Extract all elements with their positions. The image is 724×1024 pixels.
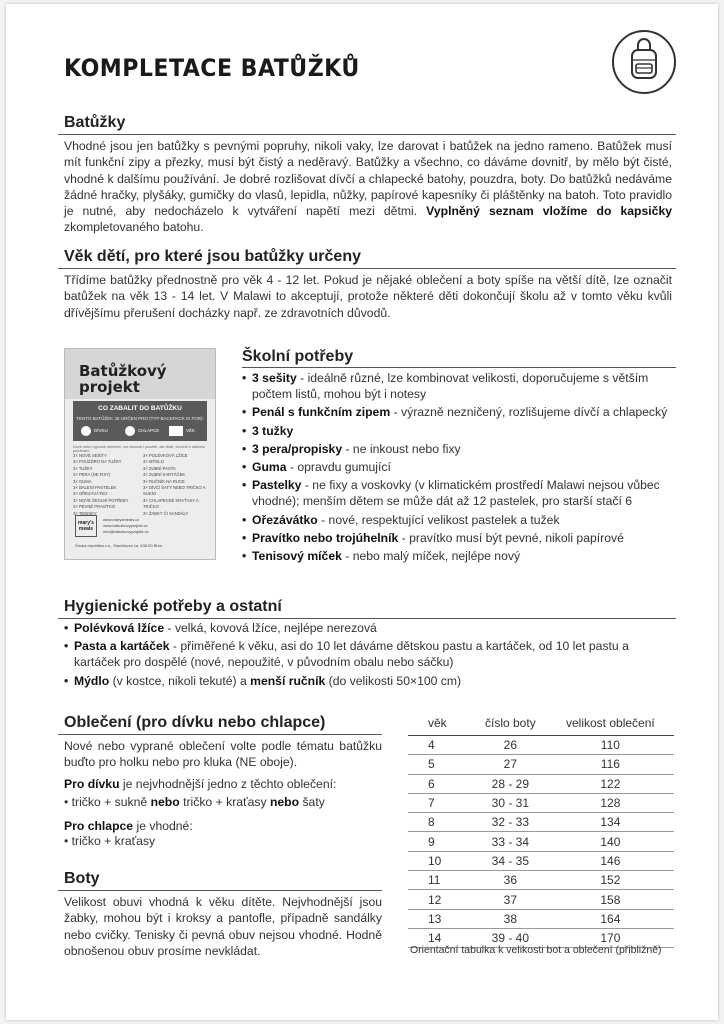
batuzky-paragraph: Vhodné jsou jen batůžky s pevnými popruhy, nikoli vaky, lze darovat i batůžek na jedno rameno. Batůžek musí mít funkční zipy a přezky, musí být čistý a neděravý. Batůžky a všechno, co dáváme dovnitř, by mělo být čisté, vhodné k dalšímu používání. Je dobré rozlišovat dívčí a chlapecké batohy, pouzdra, boty. Do batůžků nedáváme žádné hračky, plyšáky, gumičky do vlasů, lepidla, nůžky, papírové kapesníky či pláštěnky na batoh. Toto pravidlo je nutné, aby nedocházelo k vytváření napětí mezi dětmi. Vyplněný seznam vložíme do kapsičky zkompletovaného batohu. xyxy=(64,139,673,235)
section-title-hygiena: Hygienické potřeby a ostatní xyxy=(64,598,282,615)
list-item: • Polévková lžíce - velká, kovová lžíce, nejlépe nerezová xyxy=(64,620,672,636)
table-row: 13 38 164 xyxy=(408,909,674,928)
page-title: KOMPLETACE BATŮŽKŮ xyxy=(64,54,360,82)
flyer-note: Nové nebo vyprané oblečení, lze darovat i použité, ale čisté, vhodné k dalšímu používání. xyxy=(73,445,206,453)
table-row: 14 39 - 40 170 xyxy=(408,928,674,947)
section-title-batuzky: Batůžky xyxy=(64,114,126,131)
list-item: • Ořezávátko - nové, respektující velikost pastelek a tužek xyxy=(242,512,672,528)
list-item: • Pravítko nebo trojúhelník - pravítko musí být pevné, nikoli papírové xyxy=(242,530,672,546)
section-title-obleceni: Oblečení (pro dívku nebo chlapce) xyxy=(64,714,326,731)
table-row: 6 28 - 29 122 xyxy=(408,774,674,793)
section-divider xyxy=(58,268,676,269)
skolni-list xyxy=(242,370,672,566)
vek-paragraph: Třídíme batůžky přednostně pro věk 4 - 12 let. Pokud je nějaké oblečení a boty spíše na větší dítě, lze označit batůžek na věk 13 - 14 let. V Malawi to akceptují, protože některé děti dokončují školu až v tomto věku kvůli dřívějšímu přerušení docházky např. ze zdravotních důvodů. xyxy=(64,273,672,320)
list-item: • Tenisový míček - nebo malý míček, nejlépe nový xyxy=(242,548,672,564)
backpack-icon xyxy=(612,30,676,94)
flyer-option-dot xyxy=(81,426,91,436)
list-item: • 3 pera/propisky - ne inkoust nebo fixy xyxy=(242,441,672,457)
list-item: • 3 sešity - ideálně různé, lze kombinovat velikosti, doporučujeme s větším počtem listů, mohou být i notesy xyxy=(242,370,672,402)
boy-options: • tričko + kraťasy xyxy=(64,834,156,848)
section-title-vek: Věk dětí, pro které jsou batůžky určeny xyxy=(64,248,361,265)
obleceni-paragraph: Nové nebo vyprané oblečení volte podle tématu batůžku buďto pro holku nebo pro kluka (NE oboje). xyxy=(64,739,382,770)
section-divider xyxy=(58,890,382,891)
table-row: 8 32 - 33 134 xyxy=(408,813,674,832)
flyer-title: Batůžkový projekt xyxy=(79,362,167,396)
section-divider xyxy=(242,367,676,368)
list-item: • Pastelky - ne fixy a voskovky (v klimatickém prostředí Malawi nejsou vůbec vhodné); menším dětem se může dát až 12 pastelek, pro starší stačí 6 xyxy=(242,477,672,509)
list-item: • Penál s funkčním zipem - výrazně nezničený, rozlišujeme dívčí a chlapecký xyxy=(242,404,672,420)
flyer-band-title: CO ZABALIT DO BATŮŽKU xyxy=(98,405,182,412)
girl-line: Pro dívku je nejvhodnější jedno z těchto oblečení: xyxy=(64,777,337,791)
list-item: • Guma - opravdu gumující xyxy=(242,459,672,475)
girl-options: • tričko + sukně nebo tričko + kraťasy nebo šaty xyxy=(64,795,325,809)
table-caption: Orientační tabulka k velikosti bot a oblečení (přibližně) xyxy=(410,944,662,956)
boy-line: Pro chlapce je vhodné: xyxy=(64,819,193,833)
table-row: 11 36 152 xyxy=(408,871,674,890)
table-row: 10 34 - 35 146 xyxy=(408,851,674,870)
flyer-option-dot xyxy=(125,426,135,436)
table-row: 12 37 158 xyxy=(408,890,674,909)
list-item: • 3 tužky xyxy=(242,423,672,439)
section-title-boty: Boty xyxy=(64,870,100,887)
flyer-thumbnail: Batůžkový projekt CO ZABALIT DO BATŮŽKU TENTO BATŮŽEK JE URČEN PRO (TYP BACKPACK IS FOR): DÍVKU CHLAPCE VĚK Nové nebo vyprané oblečení, lze darovat i použité, ale čisté, vhodné k dalšímu používání. 3× NOVÉ SEŠITY 3× POUZDRO NA TUŽKY 3× TUŽKY 3× PERA (NE FIXY) 3× GUMA 3× BALENÍ PASTELEK 3× OŘEZÁVÁTKO 3× NOVÉ ŠKOLNÍ POTŘEBY 3× PEVNÉ PRAVÍTKO 3× TENISKY 3× POLÉVKOVÁ LŽÍCE 3× MÝDLO 3× ZUBNÍ PASTA 3× ZUBNÍ KARTÁČEK 3× RUČNÍK NA RUCE 3× DÍVČÍ ŠATY NEBO TRIČKO A SUKNI 3× CHLAPECKÉ KRAŤASY A TRIČKO 3× ŽABKY ČI SANDÁLY mary's meals www.marysmeals.cz www.batuzkovyprojekt.cz info@batuzkovyprojekt.cz Česká republika z.s., Slavíčkova 1a, 638 00 Brno xyxy=(64,348,216,560)
marys-meals-logo: mary's meals xyxy=(75,515,97,537)
table-row: 5 27 116 xyxy=(408,755,674,774)
hygiena-list xyxy=(64,620,672,691)
document-page xyxy=(6,4,718,1020)
section-divider xyxy=(58,618,676,619)
section-title-skolni: Školní potřeby xyxy=(242,348,354,365)
boty-paragraph: Velikost obuvi vhodná k věku dítěte. Nejvhodnější jsou žabky, mohou být i kroksy a pantofle, případně sandálky nebo cvičky. Tenisky či pevná obuv nejsou vhodné. Hodně obnošenou obuv prosíme nevkládat. xyxy=(64,895,382,958)
list-item: • Pasta a kartáček - přiměřené k věku, asi do 10 let dáváme dětskou pastu a kartáček, od 10 let pastu a kartáček pro dospělé (nové, nepoužité, v původním obalu nebo sáčku) xyxy=(64,638,672,670)
size-table xyxy=(408,712,674,948)
table-row: 7 30 - 31 128 xyxy=(408,793,674,812)
table-row: 4 26 110 xyxy=(408,736,674,755)
flyer-list-right: 3× POLÉVKOVÁ LŽÍCE 3× MÝDLO 3× ZUBNÍ PASTA 3× ZUBNÍ KARTÁČEK 3× RUČNÍK NA RUCE 3× DÍVČÍ ŠATY NEBO TRIČKO A SUKNI 3× CHLAPECKÉ KRAŤASY A TRIČKO 3× ŽABKY ČI SANDÁLY xyxy=(143,453,206,516)
flyer-option-box xyxy=(169,426,183,436)
section-divider xyxy=(58,734,382,735)
table-row: 9 33 - 34 140 xyxy=(408,832,674,851)
flyer-list-left: 3× NOVÉ SEŠITY 3× POUZDRO NA TUŽKY 3× TUŽKY 3× PERA (NE FIXY) 3× GUMA 3× BALENÍ PASTELEK 3× OŘEZÁVÁTKO 3× NOVÉ ŠKOLNÍ POTŘEBY 3× PEVNÉ PRAVÍTKO 3× TENISKY xyxy=(73,453,129,516)
section-divider xyxy=(58,134,676,135)
flyer-band-subtitle: TENTO BATŮŽEK JE URČEN PRO (TYP BACKPACK IS FOR): xyxy=(76,416,204,421)
table-header-row: věk číslo boty velikost oblečení xyxy=(408,712,674,736)
list-item: • Mýdlo (v kostce, nikoli tekuté) a menší ručník (do velikosti 50×100 cm) xyxy=(64,673,672,689)
